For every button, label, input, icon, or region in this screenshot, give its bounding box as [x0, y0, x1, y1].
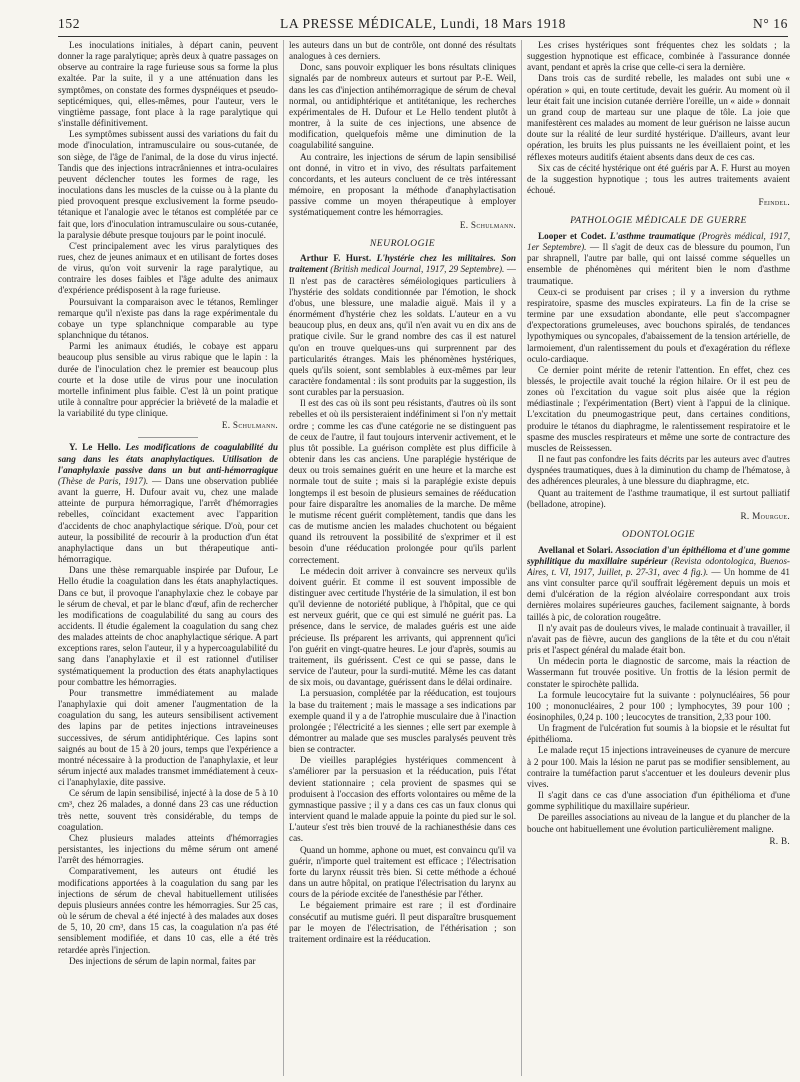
paragraph: Un fragment de l'ulcération fut soumis à la biopsie et le résultat fut épithélioma. — [527, 723, 790, 745]
article-separator — [138, 437, 198, 438]
paragraph: Il s'agit dans ce cas d'une association d'un épithélioma et d'une gomme syphilitique du maxillaire supérieur. — [527, 790, 790, 812]
paragraph: Ceux-ci se produisent par crises ; il y a inversion du rythme respiratoire, spasme des muscles expirateurs. La fin de la crise se termine par une exsudation abondante, elle peut s'accompagner d'expectorations grumeleuses, avec bouchons spiralés, de tendances lypothymiques ou syncopales, d'abaissement de la tension artérielle, de larmoiement, d'un ralentissement du pouls et d'exagération du réflexe oculo-cardiaque. — [527, 286, 790, 364]
signature: E. Schulmann. — [459, 219, 516, 230]
paragraph: La persuasion, complétée par la rééducation, est toujours la base du traitement ; mais le massage a ses indications par exemple quand il y a de l'atrophie musculaire due à l'inaction prolongée ; l'électricité a les siennes ; elle sert par exemple à démontrer au malade que ses muscles paralysés peuvent très bien se contracter. — [289, 688, 516, 755]
paragraph: Les crises hystériques sont fréquentes chez les soldats ; la suggestion hypnotique est efficace, combinée à l'assurance donnée avant, pendant et après la crise que celle-ci sera la dernière. — [527, 40, 790, 73]
paragraph: C'est principalement avec les virus paralytiques des rues, chez de jeunes animaux et en utilisant de fortes doses de virus, qu'on voit survenir la rage paralytique, au contraire les doses faibles et l'âge adulte des animaux d'expérience prédisposent à la rage furieuse. — [58, 240, 278, 296]
column-3 — [527, 40, 790, 1076]
article-lead — [527, 545, 790, 623]
article-title: Les modifications de coagulabilité du sang dans les états anaphylactiques. Utilisation de l'anaphylaxie passive dans un but anti-hémorragique — [58, 442, 278, 475]
paragraph: Dans une thèse remarquable inspirée par Dufour, Le Hello étudie la coagulation dans les états anaphylactiques. Dans ce but, il provoque l'anaphylaxie chez le cobaye par le sérum de cheval, et par le blanc d'œuf, afin de rechercher les modifications de coagulabilité du sang au cours des accidents. Il étudie également la coagulation du sang chez des malades atteints de choc anaphylactique sérique. A part exceptions rares, selon l'auteur, il y a hypercoagulabilité du sang dans l'anaphylaxie et il est rationnel d'utiliser systématiquement la production des états anaphylactiques pour combattre les hémorragies. — [58, 565, 278, 687]
paragraph: Pour transmettre immédiatement au malade l'anaphylaxie qui doit amener l'augmentation de la coagulation du sang, les auteurs sensibilisent activement des lapins par de petites injections intraveineuses successives, de sérum antidiphtérique. Ces lapins sont saignés au bout de 15 à 20 jours, temps que l'expérience a montré nécessaire à la production de l'anaphylaxie, et leur sérum injecté aux malades transmet immédiatement à ceux-ci l'anaphylaxie, dite passive. — [58, 687, 278, 788]
section-heading: NEUROLOGIE — [369, 237, 436, 249]
article-author: Avellanal et Solari. — [538, 544, 613, 555]
page-number: 152 — [58, 16, 81, 31]
paragraph: Les symptômes subissent aussi des variations du fait du mode d'inoculation, intramusculaire ou sous-cutanée, de son siège, de l'âge de l'animal, de la dose du virus injecté. Tandis que des injections intracrâniennes et intra-oculaires peuvent déclencher toutes les formes de rage, les inoculations dans les muscles de la cuisse ou à la plante du pied provoquent presque exclusivement la forme pseudo-tétanique et l'analogie avec le tétanos est complétée par ce fait que, lors d'inoculation intramusculaire ou sous-cutanée, la paralysie débute presque toujours par le point inoculé. — [58, 129, 278, 240]
paragraph: Ce dernier point mérite de retenir l'attention. En effet, chez ces blessés, le projectile avait touché la région hilaire. Or il est peu de zones où l'excitation du vague soit plus aisée que la région médiastinale ; l'expérimentation (Bert) vient à l'appui de la clinique. L'excitation du pneumogastrique peut, dans certaines conditions, produire le tétanos du diaphragme, le ralentissement respiratoire et le spasme des muscles respirateurs et même une sorte de contracture des muscles de Reissessen. — [527, 364, 790, 453]
paragraph: Les inoculations initiales, à départ canin, peuvent donner la rage paralytique; après deux à quatre passages on observe au contraire la rage furieuse sous sa forme la plus exaltée. Par la suite, il y a une atténuation dans les symptômes, on constate des formes dyspnéiques et pseudo-septicémiques, qui, elles-mêmes, pour l'auteur, vers le vingtième passage, font place à la rage paralytique qui s'installe définitivement. — [58, 40, 278, 129]
paragraph: De pareilles associations au niveau de la langue et du plancher de la bouche ont habituellement une évolution particulièrement maligne. — [527, 812, 790, 834]
column-divider — [521, 40, 522, 1076]
article-text: — Il s'agit de deux cas de blessure du poumon, l'un par shrapnell, l'autre par balle, qui ont laissé comme séquelles un ensemble de phénomènes qui méritent bien le nom d'asthme traumatique. — [527, 242, 790, 286]
article-lead — [58, 442, 278, 565]
paragraph: Dans trois cas de surdité rebelle, les malades ont subi une « opération » qui, en toute certitude, devait les guérir. Au moment où il leur était fait une incision cutanée derrière l'oreille, un « aide » donnait un grand coup de marteau sur une plaque de tôle. La joie que manifestèrent ces malades au moment de leur guérison ne laisse aucun doute sur la réalité de leur surdité hystérique. D'ailleurs, avant leur opération, les bruits les plus puissants ne les éveillaient point, et les réflexes moteurs auditifs étaient absents dans deux de ces cas. — [527, 73, 790, 162]
header-rule — [58, 36, 788, 37]
paragraph: Parmi les animaux étudiés, le cobaye est apparu beaucoup plus sensible au virus rabique que le lapin : la durée de l'inoculation chez le premier est beaucoup plus courte et la dose utile de virus pour une inoculation mortelle infiniment plus faible. C'est là un point pratique utile à connaître pour apprécier la brièveté de la maladie et la variabilité du type clinique. — [58, 341, 278, 419]
article-title: L'hystérie chez les militaires. Son traitement — [289, 253, 516, 275]
paragraph: Quand un homme, aphone ou muet, est convaincu qu'il va guérir, n'importe quel traitement est efficace ; l'électrisation forte du larynx réussit très bien. Si cette méthode a échoué dans un autre hôpital, on pratique l'électrisation du larynx au cours de la période excitée de l'anesthésie par l'éther. — [289, 844, 516, 900]
paragraph: Six cas de cécité hystérique ont été guéris par A. F. Hurst au moyen de la suggestion hypnotique ; tous les autres traitements avaient échoué. — [527, 162, 790, 196]
article-text: — Un homme de 41 ans vint consulter parce qu'il souffrait légèrement depuis un mois et demi d'ulcération de la région alvéolaire correspondant aux trois dernières molaires supérieures gauches, facilement saignante, à bords taillés à pic, de coloration rougeâtre. — [527, 566, 790, 622]
article-author: Arthur F. Hurst. — [300, 253, 372, 264]
article-text: — Il n'est pas de caractères séméiologiques particuliers à l'hystérie des soldats conditionnée par l'émotion, le shock d'obus, une blessure, une maladie aiguë. Mais il y a énormément d'hystérie chez les soldats. L'auteur en a vu beaucoup plus, en deux ans, qu'il n'en avait vu en dix ans de pratique civile. Sur le grand nombre des cas il est naturel qu'on en trouve quelques-uns qui surprennent par des particularités étranges. Mais les phénomènes hystériques, quels qu'ils soient, sont semblables à eux-mêmes par leur caractère fondamental : ils sont produits par la suggestion, ils sont curables par la persuasion. — [289, 264, 516, 398]
signature: Feindel. — [758, 197, 790, 208]
paragraph: Poursuivant la comparaison avec le tétanos, Remlinger remarque qu'il n'existe pas dans la rage expérimentale du cobaye un type splanchnique comparable au type splanchnique du tétanos. — [58, 296, 278, 341]
paragraph: Il est des cas où ils sont peu résistants, d'autres où ils sont rebelles et où ils persisteraient indéfiniment si l'on n'y mettait ordre ; comme les cas d'une catégorie ne se distinguent pas de ceux de l'autre, il faut toujours intervenir activement, et le plus tôt possible. La guérison complète est plus difficile à obtenir dans les cas anciens. Une paraplégie hystérique de deux ou trois semaines guérit en une heure et la marche est normale tout de suite ; mais si la paraplégie existe depuis longtemps il est besoin de plusieurs semaines de rééducation pour faire disparaître les anomalies de la marche. De même le mutisme récent guérit complètement, tandis que dans les cas de mutisme ancien les malades chuchotent ou bégaient quand ils retrouvent la possibilité de s'exprimer et il est besoin d'une rééducation prolongée pour qu'ils parlent correctement. — [289, 398, 516, 565]
paragraph: Un médecin porta le diagnostic de sarcome, mais la réaction de Wassermann fut trouvée positive. Un frottis de la lésion permit de constater le spirochète pallida. — [527, 656, 790, 689]
article-text: — Dans une observation publiée avant la guerre, H. Dufour avait vu, chez une malade atteinte de purpura hémorragique, l'arrêt d'hémorragies rebelles, coïncidant exactement avec l'apparition d'accidents de choc anaphylactique sérique. D'où, pour cet auteur, la possibilité de recourir à la production d'un état anaphylactique dans un but thérapeutique anti-hémorragique. — [58, 475, 278, 565]
paragraph: Donc, sans pouvoir expliquer les bons résultats cliniques signalés par de nombreux auteurs et surtout par P.-E. Weil, dans les cas d'injection antihémorragique de sérum de cheval normal, ou antidiphtérique et antitétanique, les recherches expérimentales de H. Dufour et Le Hello tendent plutôt à montrer, à la suite de ces injections, une absence de modification, quelquefois même une diminution de la coagulabilité sanguine. — [289, 62, 516, 151]
signature: E. Schulmann. — [221, 420, 278, 431]
paragraph: les auteurs dans un but de contrôle, ont donné des résultats analogues à ces derniers. — [289, 40, 516, 62]
article-lead — [527, 231, 790, 287]
paragraph: La formule leucocytaire fut la suivante : polynucléaires, 56 pour 100 ; mononucléaires, 2 pour 100 ; lymphocytes, 39 pour 100 ; éosinophiles, 0,24 p. 100 ; leucocytes de transition, 2,33 pour 100. — [527, 689, 790, 722]
paragraph: Le médecin doit arriver à convaincre ses nerveux qu'ils doivent guérir. Et comme il est souvent impossible de distinguer avec certitude l'hystérie de la simulation, il est bon qu'il devienne de notoriété publique, à l'hôpital, que ce qui est nerveux guérit, que ce qui est simulé ne guérit pas. La présence, dans le service, de malades guéris est une aide précieuse. Ils préparent les arrivants, qui apprennent qu'ici l'on guérit en vingt-quatre heures. Le jour d'après, soumis au traitement, ils guérissent. C'est ce qui se passe, dans le service de l'auteur, pour la surdi-mutité. Même les cas datant de six mois, ou davantage, guérissent dans le délai ordinaire. — [289, 565, 516, 688]
paragraph: Chez plusieurs malades atteints d'hémorragies persistantes, les injections du même sérum ont amené l'arrêt des hémorragies. — [58, 832, 278, 866]
column-divider — [283, 40, 284, 1076]
paragraph: De vieilles paraplégies hystériques commencent à s'améliorer par la persuasion et la rééducation, puis l'état devient stationnaire ; cela provient de spasmes qui se produisent à l'occasion des efforts volontaires ou même de la gymnastique passive ; il y a dans ces cas un faux clonus qui intervient quand le malade appuie la pointe du pied sur le sol. L'auteur s'est très bien trouvé de la rachianesthésie dans ces cas. — [289, 755, 516, 844]
article-title: Association d'un épithélioma et d'une gomme syphilitique du maxillaire supérieur — [527, 544, 790, 566]
column-1 — [58, 40, 278, 1076]
article-reference: (Revista odontologica, Buenos-Aires, t. VI, 1917, Juillet, p. 27-31, avec 4 fig.). — [527, 555, 790, 577]
paragraph: Des injections de sérum de lapin normal, faites par — [69, 955, 256, 966]
column-2 — [289, 40, 516, 1076]
signature: R. B. — [769, 835, 790, 846]
section-heading: ODONTOLOGIE — [621, 529, 696, 541]
article-reference: (British medical Journal, 1917, 29 Septembre). — [330, 264, 505, 275]
section-heading: PATHOLOGIE MÉDICALE DE GUERRE — [570, 215, 747, 227]
article-author: Looper et Codet. — [538, 230, 607, 241]
article-reference: (Thèse de Paris, 1917). — [58, 475, 149, 486]
signature: R. Mourgue. — [740, 510, 790, 521]
paragraph: Il ne faut pas confondre les faits décrits par les auteurs avec d'autres dyspnées traumatiques, dues à la diminution du champ de l'hématose, à des adhérences pleurales, à une blessure du diaphragme, etc. — [527, 454, 790, 487]
paragraph: Comparativement, les auteurs ont étudié les modifications apportées à la coagulation du sang par les injections de sérum de cheval habituellement utilisées depuis plusieurs années contre les hémorragies. Sur 25 cas, où le sérum de cheval a été injecté à des malades aux doses de 5, 10, 20 cm³, dans 15 cas, la coagulation n'a pas été sensiblement modifiée, et dans 10 cas, elle a été très retardée après l'injection. — [58, 866, 278, 955]
paragraph: Au contraire, les injections de sérum de lapin sensibilisé ont donné, in vitro et in vivo, des résultats parfaitement concordants, et les auteurs concluent de ce très intéressant mémoire, en proposant la méthode d'anaphylactisation passive comme un moyen thérapeutique à employer systématiquement contre les hémorragies. — [289, 151, 516, 218]
issue-number: N° 16 — [752, 16, 788, 31]
article-reference: (Progrès médical, 1917, 1er Septembre). — [527, 230, 790, 253]
paragraph: Le bégaiement primaire est rare ; il est d'ordinaire consécutif au mutisme guéri. Il peut disparaître brusquement par le moyen de l'électrisation, de l'éthérisation ; son traitement ordinaire est la rééducation. — [289, 900, 516, 944]
journal-title: LA PRESSE MÉDICALE, Lundi, 18 Mars 1918 — [280, 16, 566, 31]
page-header — [58, 16, 788, 34]
article-title: L'asthme traumatique — [609, 230, 696, 241]
paragraph: Il n'y avait pas de douleurs vives, le malade continuait à travailler, il n'avait pas de fièvre, aucun des ganglions de la tête et du cou n'était pris et l'aspect général du malade était bon. — [527, 622, 790, 656]
article-author: Y. Le Hello. — [69, 442, 121, 453]
article-lead — [289, 253, 516, 398]
paragraph: Quant au traitement de l'asthme traumatique, il est surtout palliatif (belladone, atropine). — [527, 487, 790, 509]
paragraph: Le malade reçut 15 injections intraveineuses de cyanure de mercure à 2 pour 100. Mais la lésion ne parut pas se modifier sensiblement, au contraire la tuméfaction parut s'accentuer et les douleurs devenir plus vives. — [527, 745, 790, 789]
paragraph: Ce sérum de lapin sensibilisé, injecté à la dose de 5 à 10 cm³, chez 26 malades, a donné dans 23 cas une réduction très nette, souvent très considérable, du temps de coagulation. — [58, 788, 278, 832]
